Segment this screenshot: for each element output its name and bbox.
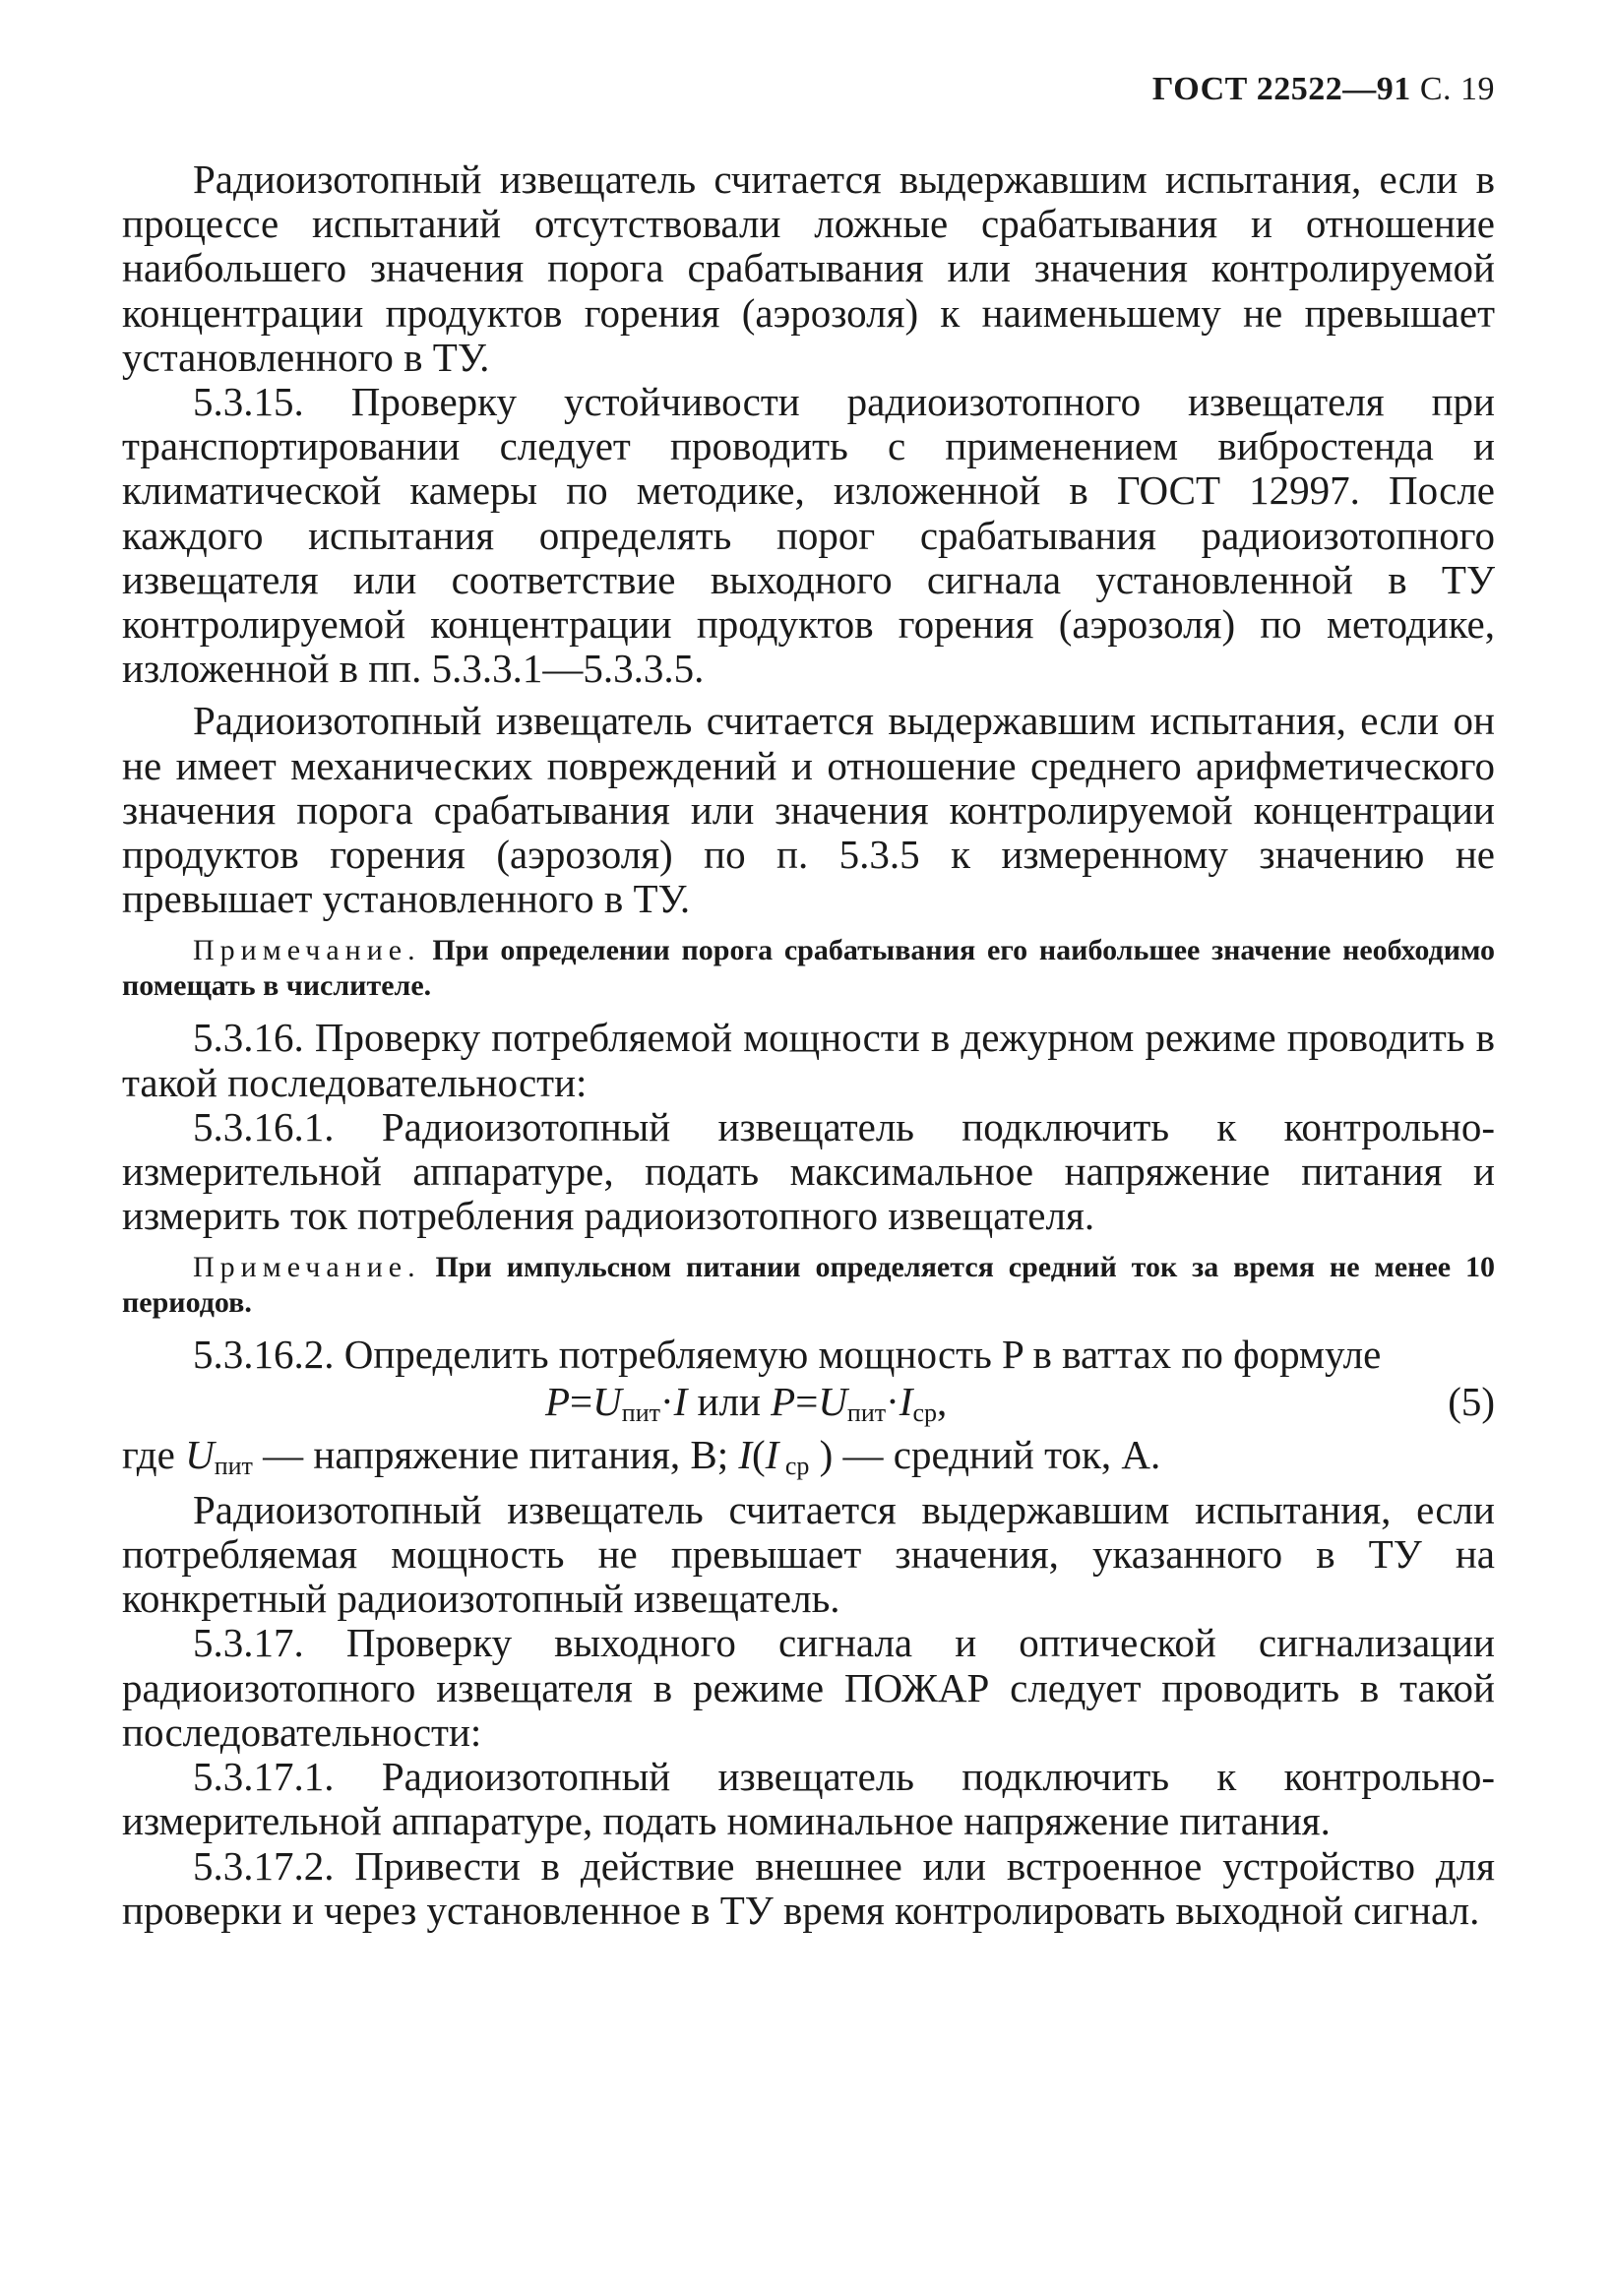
formula: $P=U_{пит}\cdot I$ или $P=U_{пит}\cdot I_{ср}$, — [545, 1378, 948, 1427]
paragraph: Радиоизотопный извещатель считается выдержавшим испытания, если он не имеет механических повреждений и отношение среднего арифметического значения порога срабатывания или значения контролируемой концентрации продуктов горения (аэрозоля) по п. 5.3.5 к измеренному значению не превышает установленного в ТУ. — [122, 698, 1495, 922]
paragraph: 5.3.16. Проверку потребляемой мощности в дежурном режиме проводить в такой последовательности: — [122, 1015, 1495, 1105]
page-number: С. 19 — [1419, 71, 1495, 107]
note — [122, 933, 1495, 1004]
paragraph: 5.3.17.2. Привести в действие внешнее или встроенное устройство для проверки и через установленное в ТУ время контролировать выходной сигнал. — [122, 1842, 1495, 1933]
formula-legend: где $U_{пит}$ — напряжение питания, В; I(I $_{ср}$ ) — средний ток, А. — [122, 1431, 1161, 1480]
paragraph: 5.3.16.2. Определить потребляемую мощность P в ваттах по формуле — [193, 1332, 1382, 1378]
note — [122, 1250, 1495, 1321]
formula-number: (5) — [1448, 1378, 1495, 1424]
note-text: При определении порога срабатывания его наибольшее значение необходимо помещать в числителе. — [122, 934, 1496, 1003]
formula-line — [122, 1380, 1495, 1429]
paragraph: 5.3.17. Проверку выходного сигнала и оптической сигнализации радиоизотопного извещателя в режиме ПОЖАР следует проводить в такой последовательности: — [122, 1620, 1495, 1755]
note-label: Примечание. — [193, 934, 421, 967]
document-body — [122, 157, 1495, 1933]
paragraph: Радиоизотопный извещатель считается выдержавшим испытания, если потребляемая мощность не превышает значения, указанного в ТУ на конкретный радиоизотопный извещатель. — [122, 1486, 1495, 1622]
paragraph: 5.3.15. Проверку устойчивости радиоизотопного извещателя при транспортировании следует проводить с применением вибростенда и климатической камеры по методике, изложенной в ГОСТ 12997. После каждого испытания определять порог срабатывания радиоизотопного извещателя или соответствие выходного сигнала установленной в ТУ контролируемой концентрации продуктов горения (аэрозоля) по методике, изложенной в пп. 5.3.3.1—5.3.3.5. — [122, 379, 1495, 692]
page-header — [1152, 71, 1495, 108]
standard-code: ГОСТ 22522—91 — [1151, 71, 1411, 107]
note-label: Примечание. — [193, 1251, 421, 1284]
paragraph: 5.3.16.1. Радиоизотопный извещатель подключить к контрольно-измерительной аппаратуре, подать максимальное напряжение питания и измерить ток потребления радиоизотопного извещателя. — [122, 1103, 1495, 1239]
note-text: При импульсном питании определяется средний ток за время не менее 10 периодов. — [122, 1251, 1495, 1320]
paragraph: Радиоизотопный извещатель считается выдержавшим испытания, если в процессе испытаний отсутствовали ложные срабатывания и отношение наибольшего значения порога срабатывания или значения контролируемой концентрации продуктов горения (аэрозоля) к наименьшему не превышает установленного в ТУ. — [122, 156, 1495, 380]
paragraph: 5.3.17.1. Радиоизотопный извещатель подключить к контрольно-измерительной аппаратуре, подать номинальное напряжение питания. — [122, 1754, 1495, 1844]
